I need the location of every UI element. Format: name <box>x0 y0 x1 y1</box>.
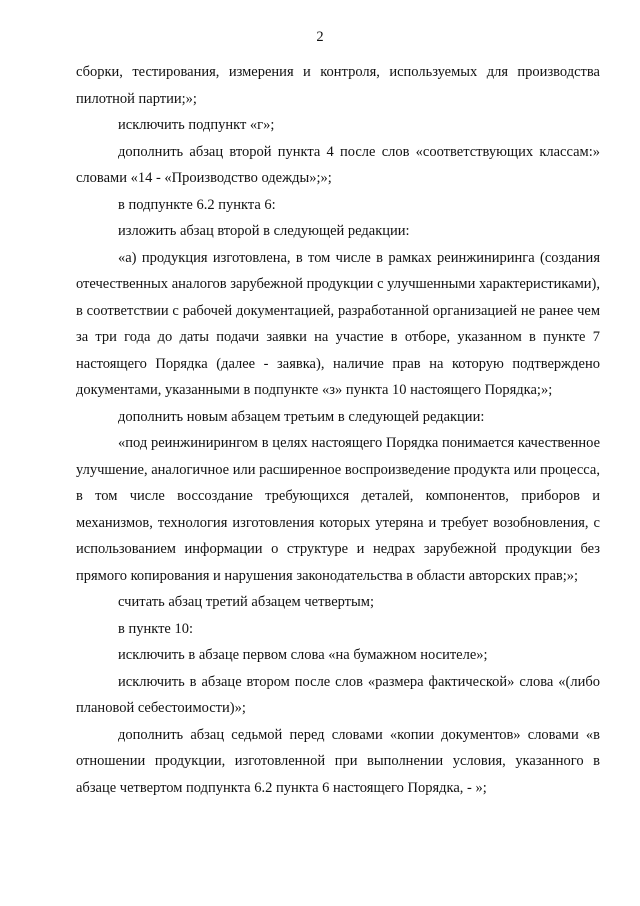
paragraph-10: в пункте 10: <box>118 620 194 637</box>
document-body <box>76 59 600 801</box>
paragraph-6: «а) продукция изготовлена, в том числе в рамках реинжиниринга (создания отечественных аналогов зарубежной продукции с улучшенными характеристиками), в соответствии с рабочей документацией, разработанной организацией не ранее чем за три года до даты подачи заявки на участие в отборе, указанном в пункте 7 настоящего Порядка (далее - заявка), наличие прав на которую подтверждено документами, указанными в подпункте «з» пункта 10 настоящего Порядка;»; <box>76 249 600 398</box>
paragraph-8: «под реинжинирингом в целях настоящего Порядка понимается качественное улучшение, аналогичное или расширенное воспроизведение продукта или процесса, в том числе воссоздание требующихся деталей, компонентов, приборов и механизмов, технология изготовления которых утеряна и требует возобновления, с использованием информации о структуре и недрах зарубежной продукции без прямого копирования и нарушения законодательства в области авторских прав;»; <box>76 435 600 584</box>
paragraph-13: дополнить абзац седьмой перед словами «копии документов» словами «в отношении продукции, изготовленной при выполнении условия, указанного в абзаце четвертом подпункта 6.2 пункта 6 настоящего Порядка, - »; <box>76 726 600 796</box>
paragraph-2: исключить подпункт «г»; <box>118 117 275 133</box>
paragraph-5: изложить абзац второй в следующей редакции: <box>118 223 410 239</box>
paragraph-11: исключить в абзаце первом слова «на бумажном носителе»; <box>118 647 488 663</box>
paragraph-3: дополнить абзац второй пункта 4 после слов «соответствующих классам:» словами «14 - «Производство одежды»;»; <box>76 143 600 186</box>
paragraph-7: дополнить новым абзацем третьим в следующей редакции: <box>118 408 485 425</box>
paragraph-9: считать абзац третий абзацем четвертым; <box>118 594 374 610</box>
paragraph-12: исключить в абзаце втором после слов «размера фактической» слова «(либо плановой себестоимости)»; <box>76 673 600 716</box>
paragraph-4: в подпункте 6.2 пункта 6: <box>118 196 276 213</box>
paragraph-1: сборки, тестирования, измерения и контроля, используемых для производства пилотной партии;»; <box>76 64 600 107</box>
page-number: 2 <box>316 29 324 45</box>
